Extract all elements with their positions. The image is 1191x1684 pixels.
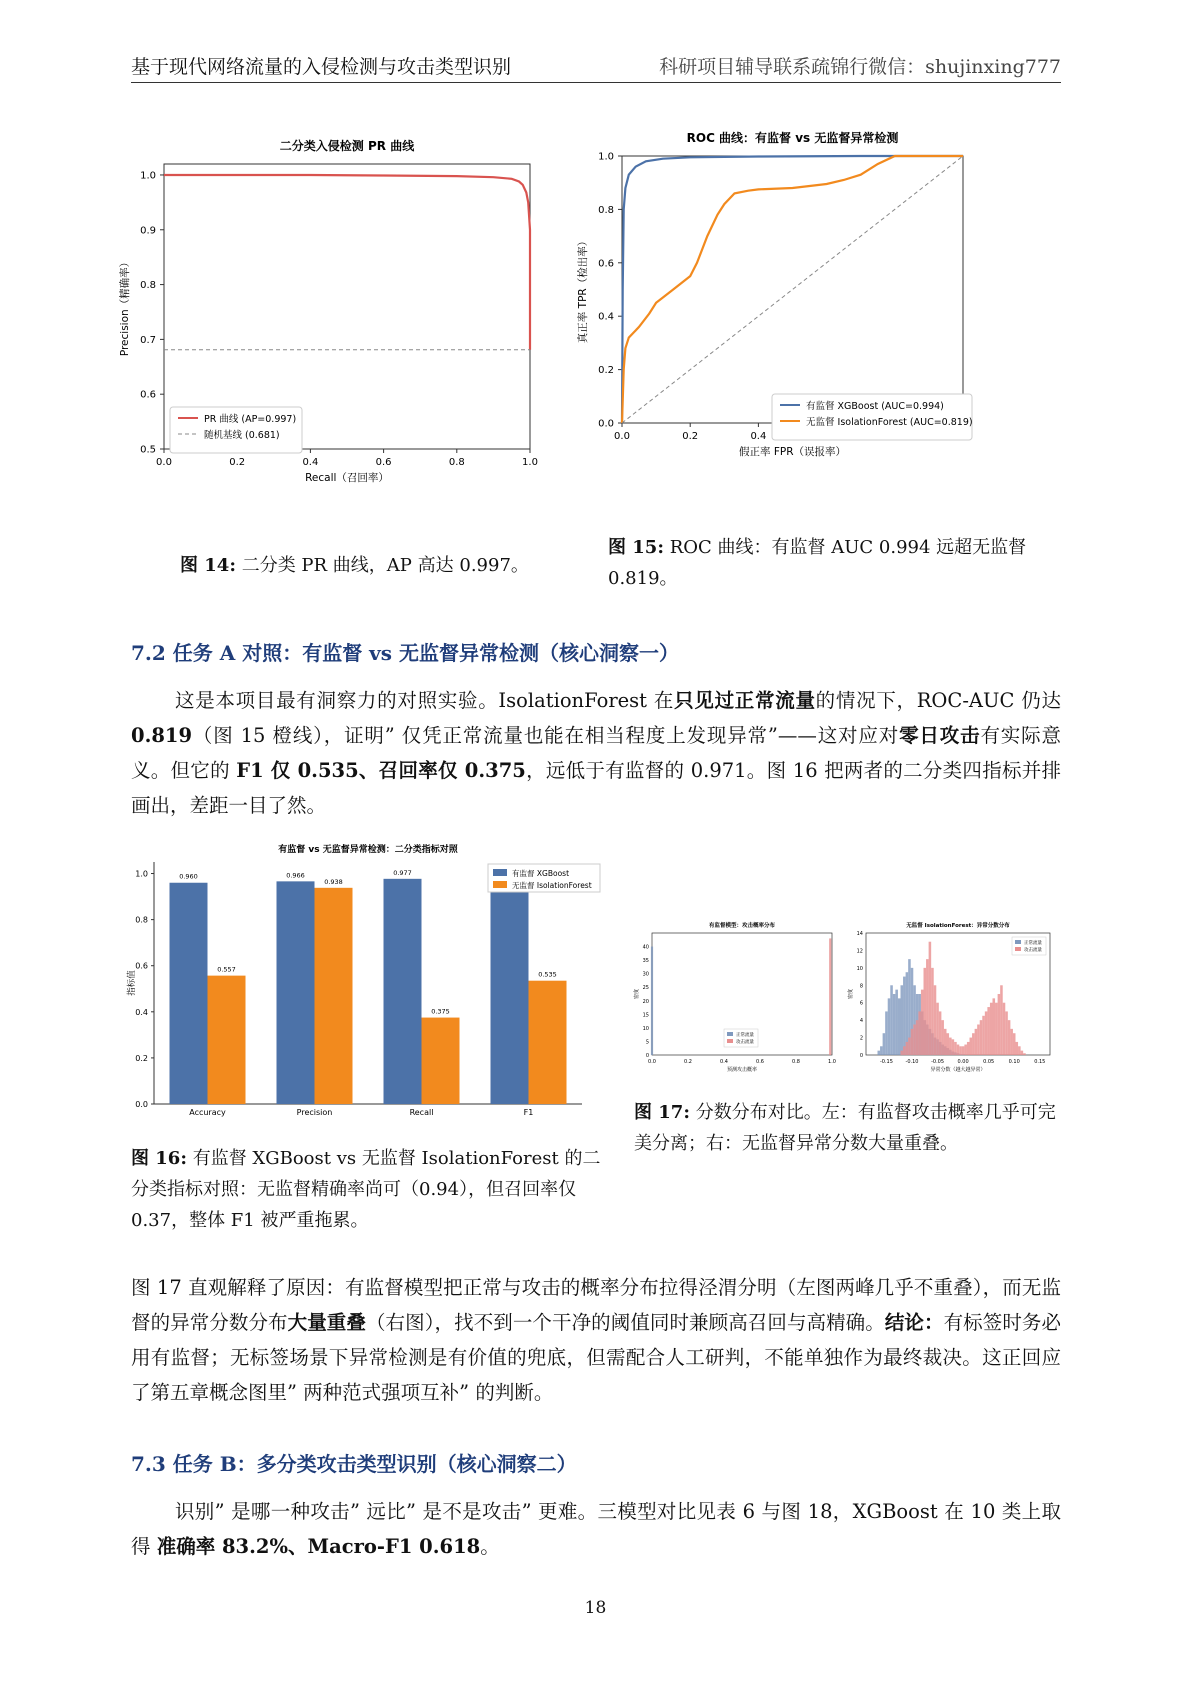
text-run: 的情况下，ROC-AUC 仍达 — [815, 689, 1061, 712]
legend-label: 正常流量 — [1024, 941, 1042, 946]
y-tick-label: 0.4 — [598, 311, 614, 323]
x-tick-label: 0.4 — [750, 431, 767, 442]
histogram-bar — [1016, 1042, 1019, 1055]
x-tick-label: 0.6 — [375, 457, 392, 468]
bold-run: 零日攻击 — [899, 724, 981, 747]
histogram-bar — [990, 1003, 993, 1055]
x-tick-label: 0.0 — [648, 1059, 656, 1065]
legend-label: 攻击流量 — [736, 1040, 754, 1045]
x-tick-label: 0.0 — [614, 431, 630, 442]
analysis-paragraph — [131, 1270, 1061, 1410]
histogram-bar — [918, 1011, 921, 1055]
y-tick-label: 1.0 — [598, 151, 614, 163]
histogram-bar — [906, 1042, 909, 1055]
section-7-2-heading: 7.2 任务 A 对照：有监督 vs 无监督异常检测（核心洞察一） — [131, 641, 680, 665]
y-axis-label: Precision（精确率） — [119, 256, 131, 357]
y-tick-label: 0.8 — [140, 280, 156, 292]
text-run: （图 15 橙线），证明” 仅凭正常流量也能在相当程度上发现异常”——这对应对 — [192, 724, 900, 747]
y-tick-label: 0.6 — [135, 961, 148, 971]
y-tick-label: 0.2 — [135, 1053, 148, 1063]
y-tick-label: 0.8 — [598, 204, 614, 216]
bar — [208, 976, 246, 1104]
fig15-text2: 0.819。 — [608, 568, 678, 589]
y-axis-label: 密度 — [634, 988, 640, 1000]
bar-value-label: 0.977 — [393, 868, 412, 877]
histogram-bar — [913, 1025, 916, 1056]
bar — [170, 883, 208, 1104]
fig16-caption — [131, 1143, 615, 1236]
fig15-caption — [608, 532, 1068, 594]
header-title: 基于现代网络流量的入侵检测与攻击类型识别 — [131, 56, 512, 78]
fig17-label: 图 17: — [634, 1102, 690, 1123]
chart-title: 有监督模型：攻击概率分布 — [708, 923, 776, 929]
histogram-bar — [1010, 1029, 1013, 1055]
fig14-caption — [180, 550, 580, 581]
bar — [422, 1018, 460, 1104]
y-tick-label: 8 — [859, 983, 863, 990]
histogram-bar — [972, 1033, 975, 1055]
x-axis-label: 假正率 FPR（误报率） — [738, 446, 847, 458]
histogram-bar — [903, 977, 906, 1055]
histogram-bar — [1000, 985, 1003, 1055]
legend-swatch — [1015, 940, 1021, 944]
histogram-bar — [1021, 1051, 1024, 1055]
legend-label: 随机基线 (0.681) — [204, 430, 280, 441]
histogram-bar — [975, 1029, 978, 1055]
x-tick-label: -0.15 — [879, 1059, 893, 1065]
chart-title: 有监督 vs 无监督异常检测：二分类指标对照 — [278, 845, 458, 855]
histogram-bar — [893, 994, 896, 1055]
x-tick-label: 0.6 — [756, 1059, 764, 1065]
text-run: 识别” 是哪一种攻击” 远比” 是不是攻击” 更难。三模型对比见表 6 与图 18，XGBoost 在 10 类上取得 — [131, 1500, 1061, 1558]
chart-title: ROC 曲线：有监督 vs 无监督异常检测 — [686, 131, 899, 145]
histogram-bar — [957, 1045, 960, 1055]
histogram-bar — [941, 1020, 944, 1055]
x-tick-label: 0.4 — [302, 457, 319, 468]
histogram-bar — [883, 1033, 886, 1055]
histogram-bar — [934, 985, 937, 1055]
bold-run: F1 仅 0.535、召回率仅 0.375 — [236, 759, 526, 782]
x-tick-label: 0.2 — [682, 431, 699, 442]
y-tick-label: 35 — [642, 958, 649, 965]
y-tick-label: 0.6 — [140, 389, 156, 401]
plot-frame — [164, 164, 530, 449]
histogram-bar — [959, 1046, 962, 1055]
x-axis-label: 异常分数（越大越异常） — [930, 1067, 986, 1073]
histogram-bar — [977, 1025, 980, 1056]
x-tick-label: 0.2 — [229, 457, 246, 468]
histogram-bar — [829, 938, 831, 1055]
histogram-bar — [911, 1029, 914, 1055]
y-axis-label: 真正率 TPR（检出率） — [577, 235, 589, 344]
metric-bar-chart — [126, 840, 616, 1125]
x-tick-label: 0.15 — [1034, 1059, 1046, 1065]
section-7-2-paragraph — [131, 683, 1061, 823]
bar — [277, 881, 315, 1104]
y-tick-label: 0.8 — [135, 915, 148, 925]
fig14-label: 图 14: — [180, 555, 236, 576]
text-run: 有实际意义。但它的 — [131, 724, 1061, 782]
legend-label: 正常流量 — [736, 1033, 754, 1038]
histogram-bar — [924, 968, 927, 1055]
fig15-text1: ROC 曲线：有监督 AUC 0.994 远超无监督 — [669, 537, 1027, 558]
text-run: 有标签时务必用有监督；无标签场景下异常检测是有价值的兜底，但需配合人工研判，不能单独作为最终裁决。这正回应了第五章概念图里” 两种范式强项互补” 的判断。 — [131, 1311, 1061, 1404]
y-tick-label: 0.6 — [598, 258, 614, 270]
bar-value-label: 0.960 — [179, 872, 198, 881]
legend-swatch — [727, 1039, 733, 1043]
bar-value-label: 0.557 — [217, 965, 236, 974]
y-axis-label: 指标值 — [127, 970, 137, 996]
score-distribution-chart — [630, 915, 1060, 1080]
y-tick-label: 4 — [859, 1018, 863, 1025]
histogram-bar — [916, 1020, 919, 1055]
histogram-bar — [926, 959, 929, 1055]
histogram-bar — [1013, 1033, 1016, 1055]
histogram-bar — [970, 1038, 973, 1055]
legend-label: 有监督 XGBoost — [512, 869, 570, 878]
bold-run: 只见过正常流量 — [674, 689, 816, 712]
histogram-bar — [908, 1038, 911, 1055]
section-7-3-paragraph — [131, 1494, 1061, 1564]
y-tick-label: 0 — [859, 1053, 863, 1059]
histogram-bar — [954, 1042, 957, 1055]
y-tick-label: 14 — [856, 931, 863, 937]
x-tick-label: 0.10 — [1008, 1059, 1020, 1065]
series-line — [164, 175, 530, 350]
y-tick-label: 6 — [859, 1000, 863, 1007]
legend-swatch — [493, 881, 507, 888]
text-run: 这是本项目最有洞察力的对照实验。IsolationForest 在 — [175, 689, 675, 712]
x-tick-label: 1.0 — [828, 1059, 836, 1065]
histogram-bar — [898, 998, 901, 1055]
bar-value-label: 0.938 — [324, 877, 343, 886]
y-tick-label: 25 — [642, 985, 649, 992]
histogram-bar — [944, 1029, 947, 1055]
bar — [315, 888, 353, 1104]
y-tick-label: 10 — [856, 965, 863, 972]
histogram-bar — [901, 1051, 904, 1055]
histogram-bar — [901, 985, 904, 1055]
fig15-label: 图 15: — [608, 537, 664, 558]
histogram-bar — [952, 1039, 955, 1055]
header-contact: 科研项目辅导联系疏锦行微信：shujinxing777 — [659, 56, 1061, 78]
bold-run: 准确率 83.2%、Macro-F1 0.618 — [156, 1535, 481, 1558]
bold-run: 大量重叠 — [287, 1311, 366, 1334]
x-tick-label: F1 — [523, 1108, 534, 1117]
legend-swatch — [1015, 947, 1021, 951]
legend-label: PR 曲线 (AP=0.997) — [204, 414, 297, 425]
histogram-bar — [651, 947, 653, 1055]
page-number: 18 — [584, 1598, 607, 1618]
x-tick-label: -0.10 — [905, 1059, 919, 1065]
x-tick-label: Precision — [296, 1108, 333, 1117]
x-tick-label: 0.4 — [720, 1059, 728, 1065]
y-tick-label: 0.4 — [135, 1007, 148, 1017]
histogram-bar — [980, 1020, 983, 1055]
histogram-bar — [903, 1046, 906, 1055]
y-tick-label: 30 — [642, 971, 649, 978]
bold-run: 0.819 — [131, 724, 193, 747]
histogram-bar — [1003, 1003, 1006, 1055]
x-tick-label: 1.0 — [522, 457, 538, 468]
bar-value-label: 0.535 — [538, 970, 557, 979]
legend-label: 有监督 XGBoost (AUC=0.994) — [806, 401, 944, 412]
histogram-bar — [880, 1046, 883, 1055]
legend-swatch — [493, 869, 507, 876]
histogram-bar — [982, 1016, 985, 1055]
histogram-bar — [1008, 1020, 1011, 1055]
legend-label: 无监督 IsolationForest — [512, 881, 592, 890]
bold-run: 结论： — [884, 1311, 944, 1334]
fig17-text: 分数分布对比。左：有监督攻击概率几乎可完美分离；右：无监督异常分数大量重叠。 — [634, 1102, 1056, 1154]
y-axis-label: 密度 — [848, 988, 854, 1000]
x-axis-label: Recall（召回率） — [305, 472, 389, 484]
legend-swatch — [727, 1032, 733, 1036]
y-tick-label: 20 — [642, 998, 649, 1005]
x-axis-label: 预测攻击概率 — [726, 1067, 758, 1073]
bar — [491, 880, 529, 1104]
text-run: 图 17 直观解释了原因：有监督模型把正常与攻击的概率分布拉得泾渭分明（左图两峰几乎不重叠），而无监督的异常分数分布 — [131, 1276, 1061, 1334]
histogram-bar — [949, 1038, 952, 1055]
y-tick-label: 5 — [645, 1039, 649, 1046]
y-tick-label: 15 — [642, 1012, 649, 1019]
section-7-3-heading: 7.3 任务 B：多分类攻击类型识别（核心洞察二） — [131, 1452, 577, 1476]
chart-title: 无监督 IsolationForest：异常分数分布 — [906, 923, 1010, 929]
histogram-bar — [885, 1011, 888, 1055]
y-tick-label: 1.0 — [135, 869, 148, 879]
fig14-text: 二分类 PR 曲线，AP 高达 0.997。 — [241, 555, 529, 576]
histogram-bar — [929, 942, 932, 1055]
y-tick-label: 0.9 — [140, 225, 156, 237]
bar — [529, 981, 567, 1104]
chart-title: 二分类入侵检测 PR 曲线 — [279, 139, 415, 153]
histogram-bar — [964, 1045, 967, 1055]
histogram-bar — [993, 998, 996, 1055]
histogram-bar — [967, 1042, 970, 1055]
roc-curve-chart — [577, 128, 1070, 513]
histogram-bar — [947, 1033, 950, 1055]
x-tick-label: Recall — [409, 1108, 434, 1117]
histogram-bar — [890, 985, 893, 1055]
pr-curve-chart — [119, 139, 586, 527]
y-tick-label: 0.2 — [598, 365, 614, 377]
y-tick-label: 12 — [856, 948, 863, 955]
y-tick-label: 0.0 — [135, 1100, 148, 1109]
y-tick-label: 0.7 — [140, 334, 156, 346]
fig17-caption — [634, 1097, 1062, 1159]
x-tick-label: 0.8 — [448, 457, 465, 468]
running-header — [131, 50, 1061, 83]
text-run: 。 — [480, 1535, 500, 1558]
bar-value-label: 0.375 — [431, 1007, 450, 1016]
x-tick-label: -0.05 — [931, 1059, 945, 1065]
histogram-bar — [939, 1011, 942, 1055]
histogram-bar — [998, 994, 1001, 1055]
histogram-bar — [936, 1003, 939, 1055]
fig16-text: 有监督 XGBoost vs 无监督 IsolationForest 的二分类指标对照：无监督精确率尚可（0.94），但召回率仅 0.37，整体 F1 被严重拖累。 — [131, 1148, 601, 1231]
y-tick-label: 0.0 — [598, 418, 614, 430]
bar-value-label: 0.966 — [286, 871, 305, 880]
x-tick-label: 0.05 — [983, 1059, 995, 1065]
y-tick-label: 0 — [645, 1053, 649, 1059]
histogram-bar — [921, 990, 924, 1055]
histogram-bar — [1023, 1053, 1026, 1055]
histogram-bar — [987, 1007, 990, 1055]
bar — [384, 879, 422, 1104]
histogram-bar — [878, 1051, 881, 1055]
y-tick-label: 40 — [642, 944, 649, 951]
histogram-bar — [985, 1011, 988, 1055]
x-tick-label: 0.8 — [792, 1059, 800, 1065]
histogram-bar — [888, 998, 891, 1055]
histogram-bar — [995, 1003, 998, 1055]
legend-label: 攻击流量 — [1024, 948, 1042, 953]
histogram-bar — [1005, 1011, 1008, 1055]
x-tick-label: 0.0 — [156, 457, 172, 468]
histogram-bar — [962, 1046, 965, 1055]
x-tick-label: 0.00 — [957, 1059, 969, 1065]
histogram-bar — [931, 968, 934, 1055]
x-tick-label: 0.2 — [684, 1059, 692, 1065]
histogram-bar — [895, 990, 898, 1055]
histogram-bar — [1018, 1046, 1021, 1055]
y-tick-label: 1.0 — [140, 170, 156, 182]
y-tick-label: 10 — [642, 1025, 649, 1032]
fig16-label: 图 16: — [131, 1148, 187, 1169]
x-tick-label: Accuracy — [189, 1108, 226, 1117]
text-run: （右图），找不到一个干净的阈值同时兼顾高召回与高精确。 — [365, 1311, 885, 1334]
y-tick-label: 0.5 — [140, 444, 156, 456]
y-tick-label: 2 — [859, 1035, 863, 1042]
text-run: ，远低于有监督的 0.971。图 16 把两者的二分类四指标并排画出，差距一目了然。 — [131, 759, 1061, 817]
legend-label: 无监督 IsolationForest (AUC=0.819) — [806, 417, 973, 428]
